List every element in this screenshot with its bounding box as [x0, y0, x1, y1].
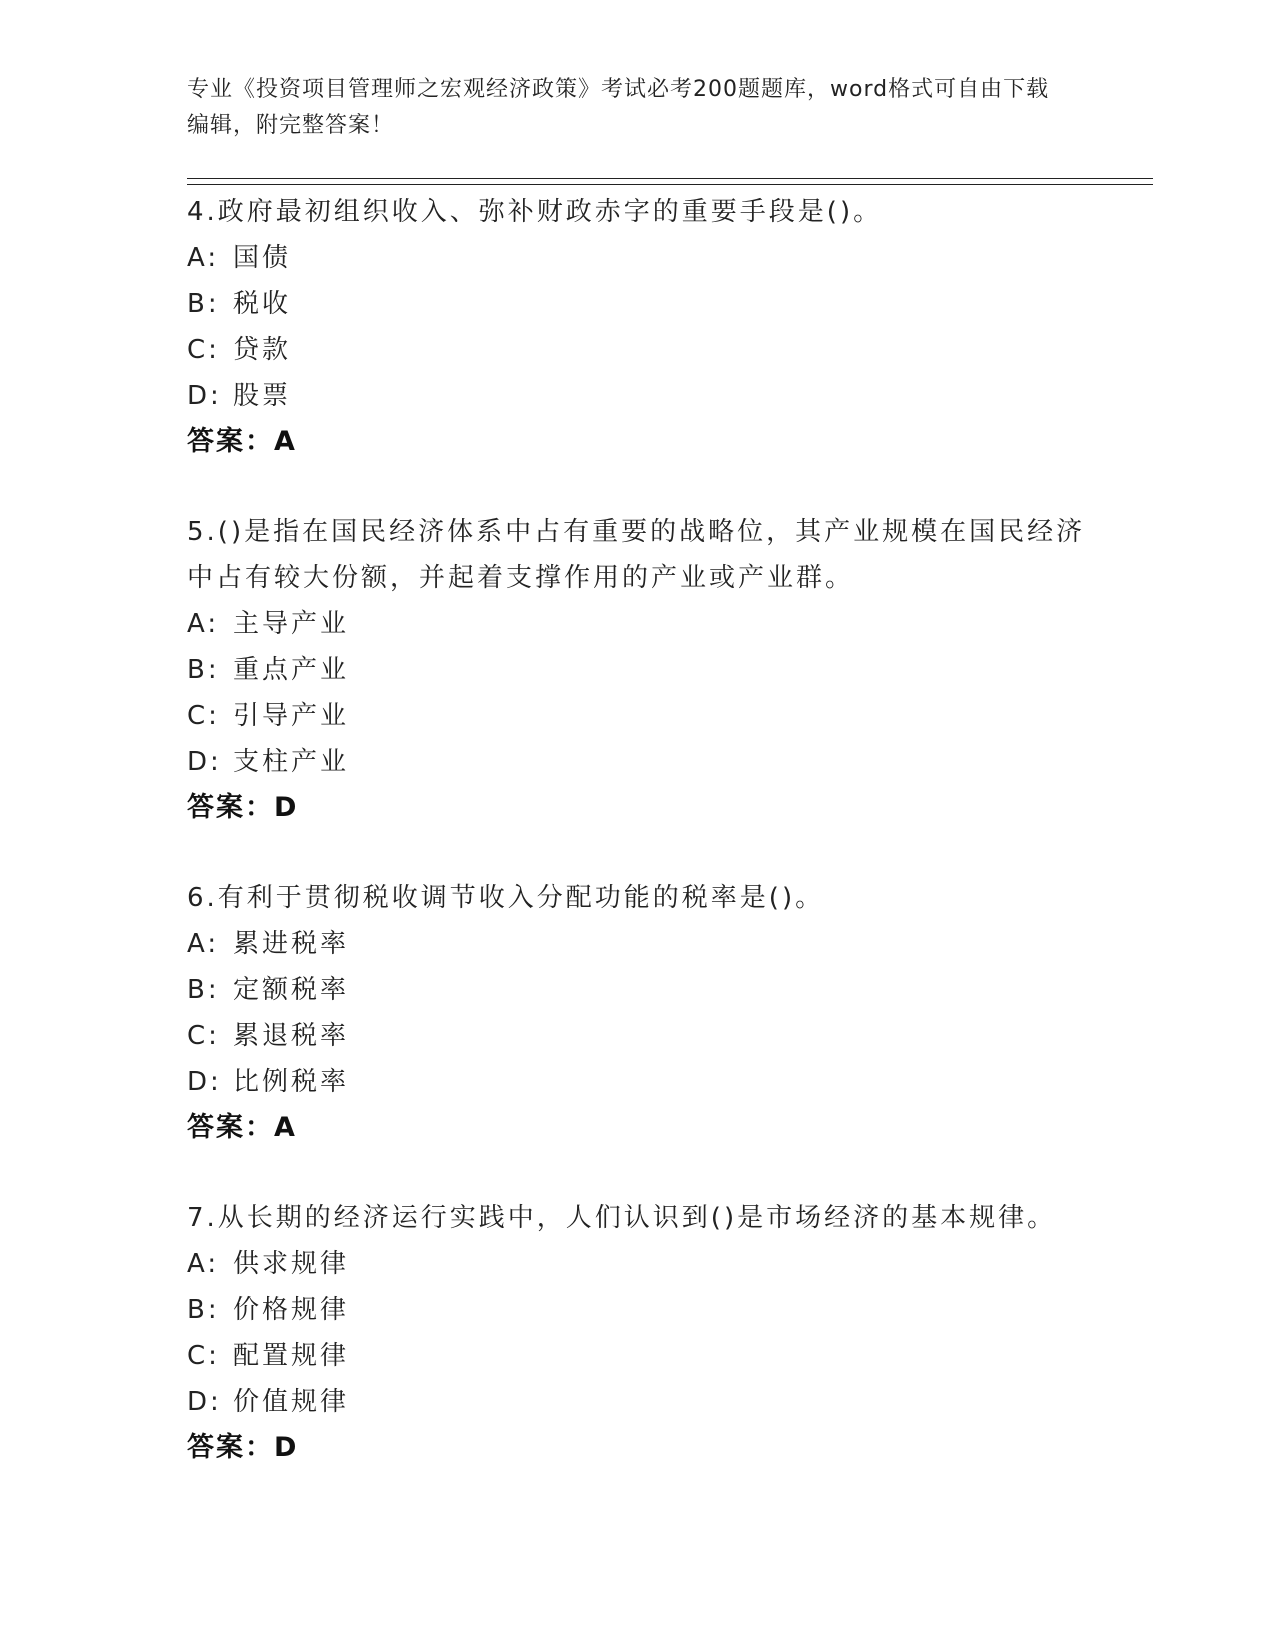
- option-text: 供求规律: [233, 1249, 350, 1279]
- option-a: [187, 601, 1087, 647]
- option-d: [187, 739, 1087, 785]
- option-letter: B:: [187, 289, 220, 319]
- option-text: 股票: [233, 381, 292, 411]
- question-stem: 6.有利于贯彻税收调节收入分配功能的税率是()。: [187, 883, 825, 913]
- option-text: 价格规律: [233, 1295, 350, 1325]
- question-7: [187, 1195, 1087, 1471]
- header-divider-bottom: [187, 184, 1153, 185]
- option-c: [187, 327, 1087, 373]
- question-5: [187, 509, 1087, 831]
- option-letter: C:: [187, 1341, 220, 1371]
- option-letter: A:: [187, 609, 220, 639]
- option-c: [187, 693, 1087, 739]
- option-text: 累退税率: [233, 1021, 350, 1051]
- option-b: [187, 967, 1087, 1013]
- option-letter: B:: [187, 655, 220, 685]
- option-d: [187, 1059, 1087, 1105]
- option-letter: D:: [187, 1387, 222, 1417]
- option-text: 贷款: [233, 335, 292, 365]
- answer-line: 答案：D: [187, 1432, 299, 1463]
- option-letter: D:: [187, 1067, 222, 1097]
- option-letter: C:: [187, 701, 220, 731]
- option-letter: D:: [187, 747, 222, 777]
- answer-line: 答案：A: [187, 426, 297, 457]
- question-6: [187, 875, 1087, 1151]
- question-stem: 4.政府最初组织收入、弥补财政赤字的重要手段是()。: [187, 197, 883, 227]
- option-text: 比例税率: [233, 1067, 350, 1097]
- option-text: 定额税率: [233, 975, 350, 1005]
- option-a: [187, 235, 1087, 281]
- question-list: [187, 189, 1087, 1515]
- header-divider-top: [187, 178, 1153, 179]
- option-c: [187, 1013, 1087, 1059]
- option-text: 配置规律: [233, 1341, 350, 1371]
- option-letter: C:: [187, 1021, 220, 1051]
- option-d: [187, 373, 1087, 419]
- question-4: [187, 189, 1087, 465]
- option-letter: A:: [187, 243, 220, 273]
- option-letter: B:: [187, 1295, 220, 1325]
- option-c: [187, 1333, 1087, 1379]
- option-letter: D:: [187, 381, 222, 411]
- option-a: [187, 921, 1087, 967]
- option-b: [187, 1287, 1087, 1333]
- option-letter: A:: [187, 929, 220, 959]
- option-text: 累进税率: [233, 929, 350, 959]
- option-text: 重点产业: [233, 655, 350, 685]
- answer-line: 答案：A: [187, 1112, 297, 1143]
- option-letter: B:: [187, 975, 220, 1005]
- option-text: 主导产业: [233, 609, 350, 639]
- option-text: 税收: [233, 289, 292, 319]
- option-text: 国债: [233, 243, 292, 273]
- question-stem: 7.从长期的经济运行实践中，人们认识到()是市场经济的基本规律。: [187, 1203, 1057, 1233]
- option-text: 引导产业: [233, 701, 350, 731]
- option-b: [187, 647, 1087, 693]
- option-a: [187, 1241, 1087, 1287]
- question-stem: 5.()是指在国民经济体系中占有重要的战略位，其产业规模在国民经济中占有较大份额，并起着支撑作用的产业或产业群。: [187, 517, 1086, 593]
- option-text: 价值规律: [233, 1387, 350, 1417]
- option-b: [187, 281, 1087, 327]
- option-text: 支柱产业: [233, 747, 350, 777]
- option-letter: C:: [187, 335, 220, 365]
- option-letter: A:: [187, 1249, 220, 1279]
- answer-line: 答案：D: [187, 792, 299, 823]
- document-header: 专业《投资项目管理师之宏观经济政策》考试必考200题题库，word格式可自由下载编辑，附完整答案！: [187, 77, 1050, 138]
- option-d: [187, 1379, 1087, 1425]
